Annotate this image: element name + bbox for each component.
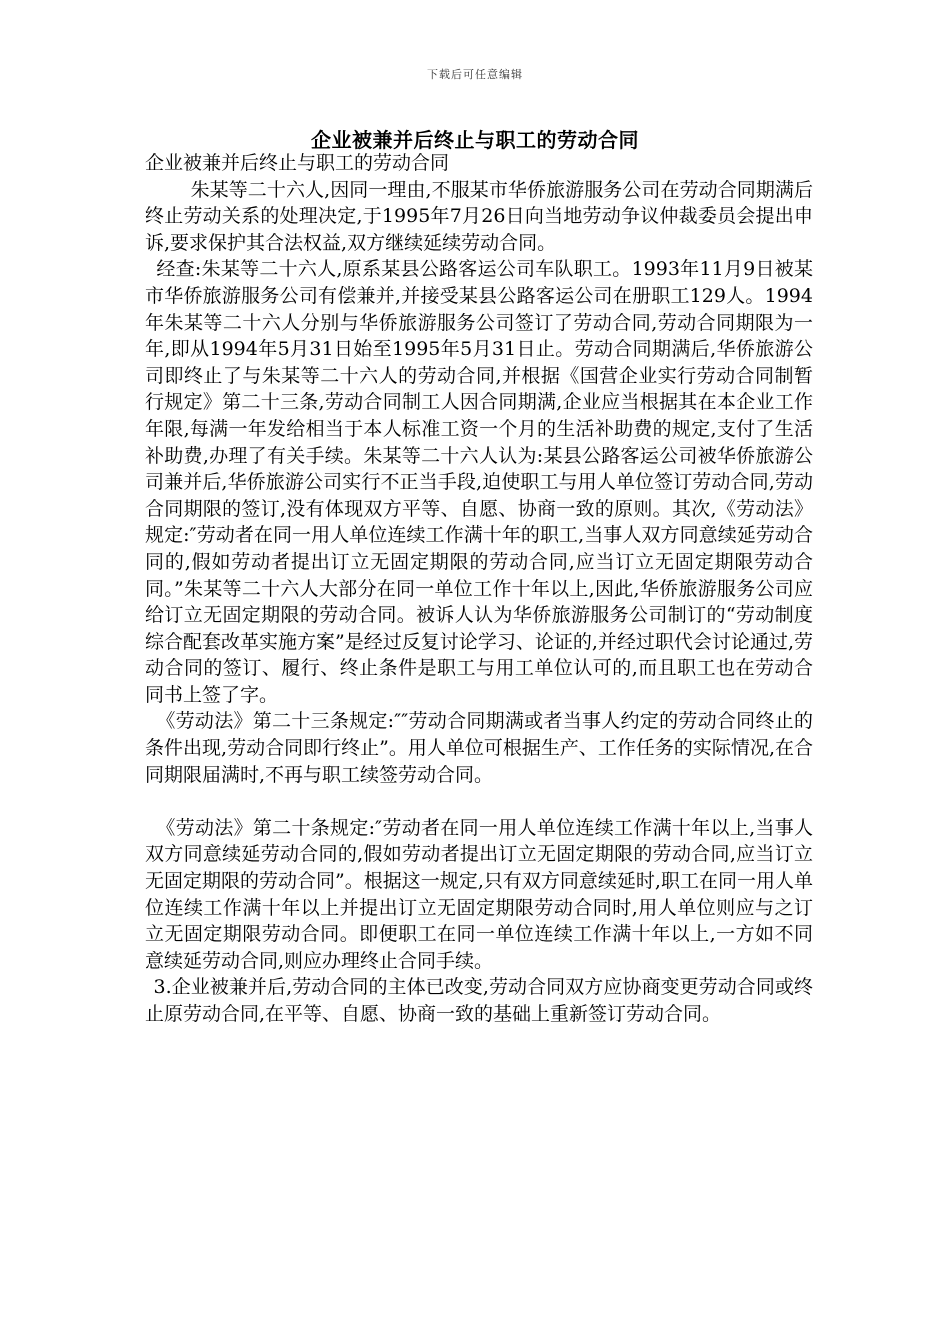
- paragraph-5: 3.企业被兼并后,劳动合同的主体已改变,劳动合同双方应协商变更劳动合同或终止原劳动合同,在平等、自愿、协商一致的基础上重新签订劳动合同。: [145, 976, 813, 1025]
- paragraph-4: 《劳动法》第二十条规定:″劳动者在同一用人单位连续工作满十年以上,当事人双方同意续延劳动合同的,假如劳动者提出订立无固定期限的劳动合同,应当订立无固定期限的劳动合同”。根据这一规定,只有双方同意续延时,职工在同一用人单位连续工作满十年以上并提出订立无固定期限劳动合同时,用人单位则应与之订立无固定期限劳动合同。即便职工在同一单位连续工作满十年以上,一方如不同意续延劳动合同,则应办理终止合同手续。: [145, 816, 813, 972]
- document-body: [145, 150, 813, 1028]
- paragraph-2: 经查:朱某等二十六人,原系某县公路客运公司车队职工。1993年11月9日被某市华侨旅游服务公司有偿兼并,并接受某县公路客运公司在册职工129人。1994年朱某等二十六人分别与华侨旅游服务公司签订了劳动合同,劳动合同期限为一年,即从1994年5月31日始至1995年5月31日止。劳动合同期满后,华侨旅游公司即终止了与朱某等二十六人的劳动合同,并根据《国营企业实行劳动合同制暂行规定》第二十三条,劳动合同制工人因合同期满,企业应当根据其在本企业工作年限,每满一年发给相当于本人标准工资一个月的生活补助费的规定,支付了生活补助费,办理了有关手续。朱某等二十六人认为:某县公路客运公司被华侨旅游公司兼并后,华侨旅游公司实行不正当手段,迫使职工与用人单位签订劳动合同,劳动合同期限的签订,没有体现双方平等、自愿、协商一致的原则。其次,《劳动法》规定:″劳动者在同一用人单位连续工作满十年的职工,当事人双方同意续延劳动合同的,假如劳动者提出订立无固定期限的劳动合同,应当订立无固定期限劳动合同。”朱某等二十六人大部分在同一单位工作十年以上,因此,华侨旅游服务公司应给订立无固定期限的劳动合同。被诉人认为华侨旅游服务公司制订的“劳动制度综合配套改革实施方案”是经过反复讨论学习、论证的,并经过职代会讨论通过,劳动合同的签订、履行、终止条件是职工与用工单位认可的,而且职工也在劳动合同书上签了字。: [145, 258, 813, 706]
- document-title: 企业被兼并后终止与职工的劳动合同: [311, 128, 639, 152]
- paragraph-1: 朱某等二十六人,因同一理由,不服某市华侨旅游服务公司在劳动合同期满后终止劳动关系的处理决定,于1995年7月26日向当地劳动争议仲裁委员会提出申诉,要求保护其合法权益,双方继续延续劳动合同。: [145, 178, 813, 254]
- document-subtitle: 企业被兼并后终止与职工的劳动合同: [145, 152, 450, 174]
- header-note: 下载后可任意编辑: [427, 68, 523, 81]
- paragraph-spacer: [145, 788, 813, 815]
- paragraph-3: 《劳动法》第二十三条规定:″″劳动合同期满或者当事人约定的劳动合同终止的条件出现,劳动合同即行终止”。用人单位可根据生产、工作任务的实际情况,在合同期限届满时,不再与职工续签劳动合同。: [145, 710, 813, 786]
